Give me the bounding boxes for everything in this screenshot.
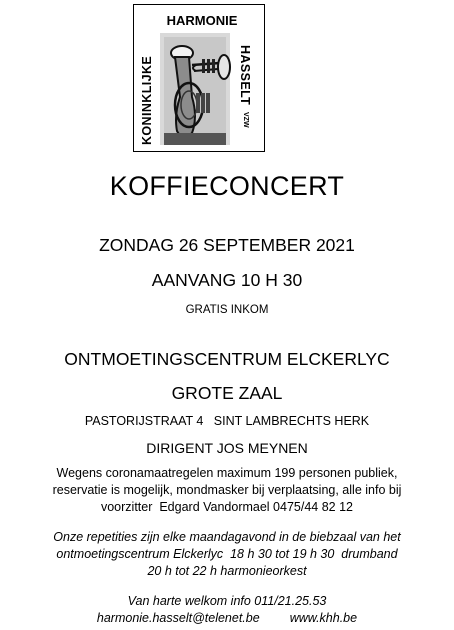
rehearsal-line: 20 h tot 22 h harmonieorkest <box>147 564 307 578</box>
notice-line: Wegens coronamaatregelen maximum 199 personen publiek, <box>56 466 398 480</box>
contact-email[interactable]: harmonie.hasselt@telenet.be <box>96 611 260 625</box>
concert-title: KOFFIECONCERT <box>109 171 345 201</box>
logo-right-text: HASSELT <box>238 45 252 106</box>
notice-line: reservatie is mogelijk, mondmasker bij verplaatsing, alle info bij <box>52 483 402 497</box>
conductor: DIRIGENT JOS MEYNEN <box>146 440 308 456</box>
brass-instruments-icon <box>160 33 230 145</box>
contact-phone: Van harte welkom info 011/21.25.53 <box>127 594 327 608</box>
venue-hall: GROTE ZAAL <box>171 383 283 403</box>
venue-address: PASTORIJSTRAAT 4 SINT LAMBRECHTS HERK <box>84 414 370 428</box>
concert-date: ZONDAG 26 SEPTEMBER 2021 <box>99 235 355 255</box>
entry-info: GRATIS INKOM <box>185 304 269 316</box>
contact-website[interactable]: www.khh.be <box>289 611 358 625</box>
notice-line: voorzitter Edgard Vandormael 0475/44 82 12 <box>100 500 353 514</box>
logo-top-text: HARMONIE <box>166 13 238 28</box>
concert-start-time: AANVANG 10 H 30 <box>151 270 303 290</box>
contact-links <box>0 610 454 627</box>
rehearsal-line: Onze repetities zijn elke maandagavond in de biebzaal van het <box>53 530 401 544</box>
venue-name: ONTMOETINGSCENTRUM ELCKERLYC <box>64 349 390 369</box>
logo-right-suffix: VZW <box>242 112 249 128</box>
harmonie-logo <box>133 4 265 152</box>
contact-info <box>0 593 454 627</box>
corona-notice <box>0 465 454 516</box>
logo-left-text: KONINKLIJKE <box>140 55 154 145</box>
rehearsal-line: ontmoetingscentrum Elckerlyc 18 h 30 tot 19 h 30 drumband <box>56 547 398 561</box>
rehearsal-info <box>0 529 454 580</box>
